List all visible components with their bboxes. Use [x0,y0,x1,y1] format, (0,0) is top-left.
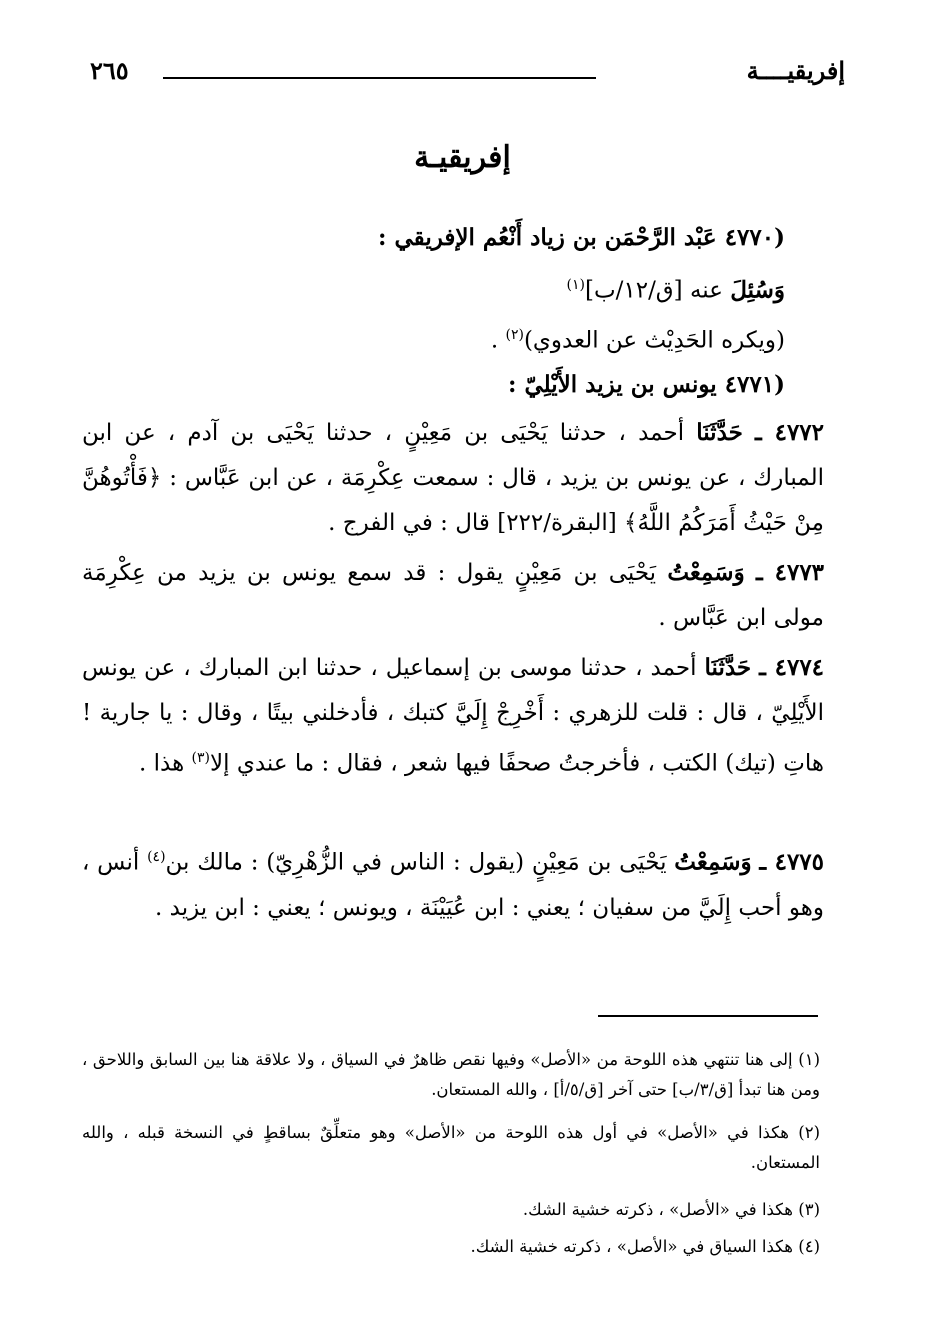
paragraph-number: ٤٧٧٢ ـ [755,419,825,446]
entry-number: (٤٧٧١ [724,371,785,398]
entry-text: (ويكره الحَدِيْث عن العدوي) [523,327,785,354]
footnote-label: (٣) [798,1200,820,1219]
paragraph-line: يزيد . [155,894,208,921]
footnote-1 [82,1045,820,1105]
footnote-rule [598,1015,818,1017]
paragraph-line: أنس ، وهو أحب إِلَيَّ من سفيان ؛ يعني : ابن عُيَيْنَة ، ويونس ؛ يعني : ابن [82,849,824,921]
footnote-label: (٢) [798,1123,820,1142]
footnote-ref: (١) [566,277,585,293]
page-number: ٢٦٥ [90,56,129,85]
entry-line [491,315,785,361]
paragraph-number: ٤٧٧٤ ـ [759,654,825,681]
footnote-3 [82,1195,820,1225]
paragraph-line: هذا . [139,750,185,777]
paragraph-line: أحمد ، حدثنا يَحْيَى بن مَعِيْنٍ ، حدثنا يَحْيَى بن آدم ، عن ابن [82,420,685,446]
footnote-label: (٤) [798,1237,820,1256]
footnote-ref: (٢) [505,327,524,343]
entry-number: (٤٧٧٠ [724,224,785,251]
entry-heading-4770 [378,218,785,258]
paragraph-line: المبارك ، عن يونس بن يزيد ، قال : سمعت عِكْرِمَة ، عن ابن عَبَّاس : ﴿فَأْتُوهُنَّ مِنْ [82,465,824,536]
entry-line [567,265,786,311]
entry-text: عنه [ق/١٢/ب] [584,277,723,304]
entry-heading-text: يونس بن يزيد الأَيْلِيّ : [507,371,717,398]
paragraph-4774 [82,645,824,787]
paragraph-number: ٤٧٧٣ ـ [755,559,825,586]
footnote-ref: (٣) [191,750,211,766]
footnote-2 [82,1118,820,1178]
footnote-label: (١) [798,1050,820,1069]
footnote-text: هكذا في «الأصل» في أول هذه اللوحة من «الأصل» وهو متعلِّقٌ بساقطٍ في النسخة قبله ، والله المستعان. [82,1123,820,1172]
paragraph-number: ٤٧٧٥ ـ [759,848,825,876]
paragraph-line: مولى ابن عَبَّاس . [658,605,824,631]
section-title: إفريقيـة [414,140,511,175]
running-header-title: إفريقيــــة [746,56,845,85]
paragraph-line: أحمد ، حدثنا موسى بن إسماعيل ، حدثنا ابن المبارك ، عن [144,655,697,681]
paragraph-lead: حَدَّثَنَا [704,654,752,681]
paragraph-line: يونس الأَيْلِيّ ، قال : قلت للزهري : أَخْرِجْ إِلَيَّ كتبك ، فأدخلني بيتًا ، وقال : يا [82,655,824,726]
paragraph-line: يَحْيَى بن مَعِيْنٍ (يقول : الناس في الزُّهْرِيّ) : مالك بن [165,849,667,876]
entry-tail: . [490,327,499,354]
footnote-text: هكذا في «الأصل» ، ذكرته خشية الشك. [522,1200,793,1219]
paragraph-lead: حَدَّثَنَا [696,419,743,446]
paragraph-4775 [82,835,824,931]
entry-heading-4771 [508,365,785,405]
paragraph-lead: وَسَمِعْتُ [674,848,752,876]
paragraph-line: حَيْثُ أَمَرَكُمُ اللَّهُ﴾ [البقرة/٢٢٢] قال : في الفرج . [328,510,787,536]
entry-heading-text: عَبْد الرَّحْمَن بن زياد أَنْعُم الإفريقي : [378,224,717,251]
footnote-text: إلى هنا تنتهي هذه اللوحة من «الأصل» وفيها نقص ظاهرٌ في السياق ، ولا علاقة هنا بين السابق واللاحق ، ومن هنا تبدأ [ق/٣/ب] حتى آخر [ق/٥/أ] ، والله المستعان. [82,1050,820,1099]
footnote-4 [82,1232,820,1262]
header-rule [163,77,596,79]
paragraph-lead: وَسَمِعْتُ [667,559,745,586]
paragraph-line: يَحْيَى بن مَعِيْنٍ يقول : قد سمع يونس بن يزيد من عِكْرِمَة [82,560,657,586]
paragraph-line: جارية ! هاتِ (تيك) الكتب ، فأخرجتُ صحفًا فيها شعر ، فقال : ما عندي إلا [82,700,824,777]
entry-lead: وَسُئِلَ [730,276,785,304]
paragraph-4773 [82,550,824,641]
footnote-text: هكذا السياق في «الأصل» ، ذكرته خشية الشك. [470,1237,793,1256]
paragraph-4772 [82,410,824,546]
footnote-ref: (٤) [147,849,166,865]
